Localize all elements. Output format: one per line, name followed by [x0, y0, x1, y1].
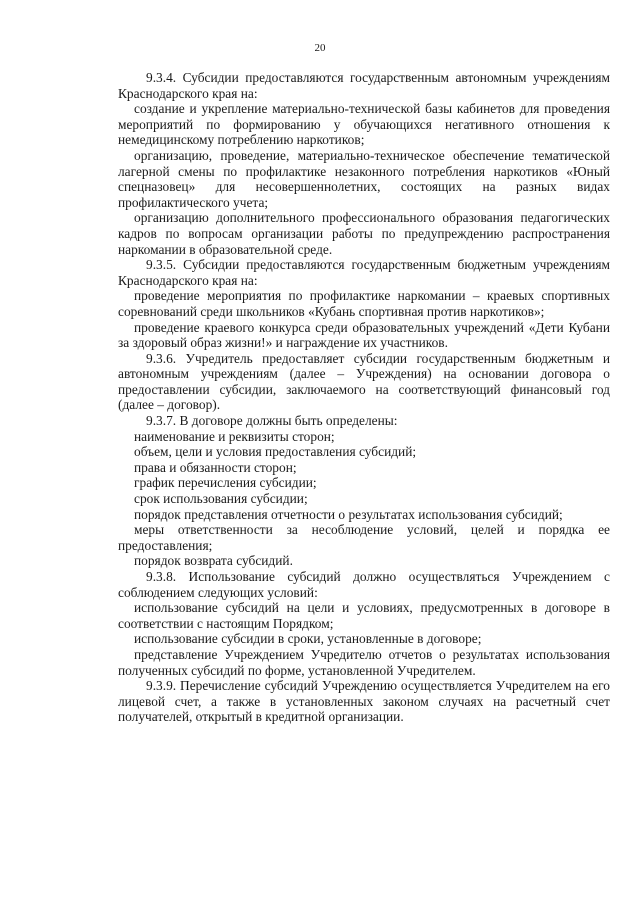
- list-item: порядок возврата субсидий.: [134, 553, 293, 569]
- list-item: график перечисления субсидии;: [134, 475, 317, 491]
- list-item: меры ответственности за несоблюдение условий, целей и порядка ее предоставления;: [118, 522, 610, 553]
- list-item: проведение краевого конкурса среди образовательных учреждений «Дети Кубани за здоровый образ жизни!» и награждение их участников.: [118, 319, 610, 351]
- list-item: организацию, проведение, материально-техническое обеспечение тематической лагерной смены по профилактике незаконного потребления наркотиков «Юный спецназовец» для несовершеннолетних, состоящих на разных видах профилактического учета;: [118, 147, 610, 210]
- list-item: организацию дополнительного профессионального образования педагогических кадров по вопросам организации работы по предупреждению распространения наркомании в образовательной среде.: [118, 210, 610, 257]
- paragraph-9-3-4: 9.3.4. Субсидии предоставляются государственным автономным учреждениям Краснодарского края на:: [118, 70, 610, 101]
- paragraph-9-3-7: 9.3.7. В договоре должны быть определены:: [146, 413, 398, 429]
- list-item: объем, цели и условия предоставления субсидий;: [134, 444, 417, 460]
- list-item: представление Учреждением Учредителю отчетов о результатах использования полученных субсидий по форме, установленной Учредителем.: [118, 646, 610, 678]
- list-item: наименование и реквизиты сторон;: [134, 428, 335, 444]
- paragraph-9-3-6: 9.3.6. Учредитель предоставляет субсидии государственным бюджетным и автономным учреждениям (далее – Учреждения) на основании договора о предоставлении субсидии, заключаемого на соответствующий финансовый год (далее – договор).: [118, 350, 610, 413]
- paragraph-9-3-9: 9.3.9. Перечисление субсидий Учреждению осуществляется Учредителем на его лицевой счет, а также в установленных законом случаях на расчетный счет получателей, открытый в кредитной организации.: [118, 678, 610, 725]
- page-number: 20: [314, 42, 326, 54]
- document-body: [118, 70, 610, 725]
- list-item: создание и укрепление материально-технической базы кабинетов для проведения мероприятий по формированию у обучающихся негативного отношения к немедицинскому потреблению наркотиков;: [118, 101, 610, 148]
- paragraph-9-3-8: 9.3.8. Использование субсидий должно осуществляться Учреждением с соблюдением следующих условий:: [118, 569, 610, 600]
- list-item: права и обязанности сторон;: [134, 459, 297, 475]
- list-item: использование субсидий на цели и условиях, предусмотренных в договоре в соответствии с настоящим Порядком;: [118, 600, 610, 631]
- list-item: проведение мероприятия по профилактике наркомании – краевых спортивных соревнований среди школьников «Кубань спортивная против наркотиков»;: [118, 288, 610, 319]
- list-item: срок использования субсидии;: [134, 491, 308, 507]
- paragraph-9-3-5: 9.3.5. Субсидии предоставляются государственным бюджетным учреждениям Краснодарского края на:: [118, 257, 610, 288]
- list-item: порядок представления отчетности о результатах использования субсидий;: [134, 506, 563, 522]
- list-item: использование субсидии в сроки, установленные в договоре;: [134, 631, 482, 647]
